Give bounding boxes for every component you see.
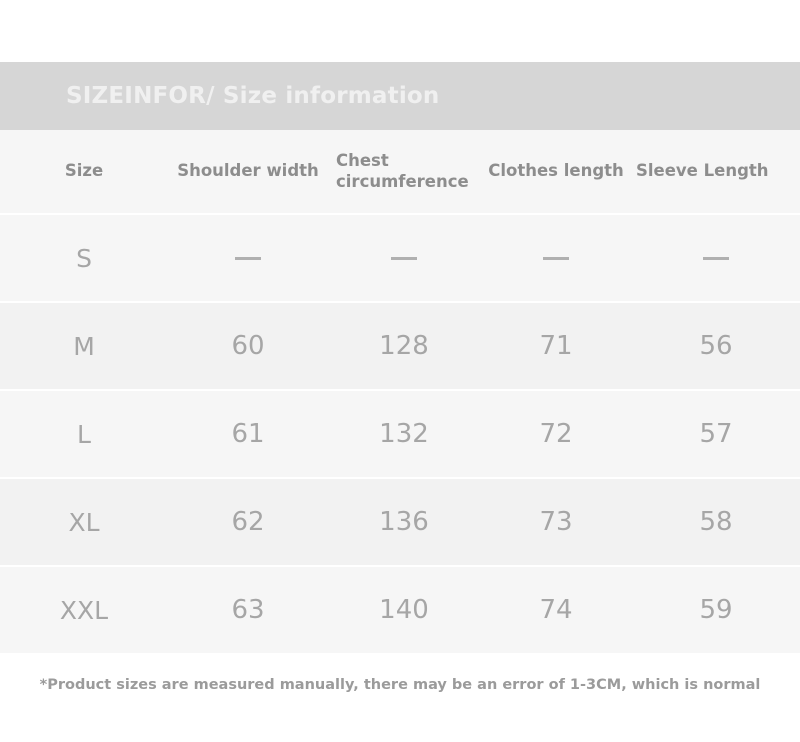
table-row xyxy=(0,303,800,391)
cell-size: XL xyxy=(68,507,100,537)
cell-shoulder-width: 60 xyxy=(231,331,265,361)
cell-sleeve-length: 57 xyxy=(699,419,733,449)
cell-sleeve-length: 58 xyxy=(699,507,733,537)
measurement-footnote xyxy=(0,655,800,742)
cell-shoulder-width: 62 xyxy=(231,507,265,537)
cell-sleeve-length: 56 xyxy=(699,331,733,361)
cell-clothes-length: 73 xyxy=(539,507,573,537)
cell-size: M xyxy=(73,331,95,361)
cell-chest-circumference xyxy=(328,257,480,260)
page-title: SIZEINFOR/ Size information xyxy=(66,83,440,109)
column-header-chest-circumference: Chest circumference xyxy=(336,150,469,191)
empty-value-dash xyxy=(703,257,729,260)
cell-chest-circumference: 128 xyxy=(379,331,429,361)
column-header-shoulder-width: Shoulder width xyxy=(177,161,319,181)
cell-shoulder-width xyxy=(168,257,328,260)
table-row xyxy=(0,567,800,655)
cell-chest-circumference: 136 xyxy=(379,507,429,537)
cell-size: S xyxy=(76,243,92,273)
cell-clothes-length: 71 xyxy=(539,331,573,361)
empty-value-dash xyxy=(543,257,569,260)
cell-clothes-length: 74 xyxy=(539,595,573,625)
cell-clothes-length: 72 xyxy=(539,419,573,449)
cell-clothes-length xyxy=(480,257,632,260)
empty-value-dash xyxy=(391,257,417,260)
size-table xyxy=(0,130,800,655)
table-header-row xyxy=(0,130,800,215)
table-row xyxy=(0,215,800,303)
column-header-sleeve-length: Sleeve Length xyxy=(636,161,769,181)
cell-sleeve-length: 59 xyxy=(699,595,733,625)
cell-size: XXL xyxy=(59,595,109,625)
size-information-header xyxy=(0,62,800,130)
cell-chest-circumference: 140 xyxy=(379,595,429,625)
column-header-clothes-length: Clothes length xyxy=(488,161,624,181)
footnote-text: *Product sizes are measured manually, there may be an error of 1-3CM, which is normal xyxy=(39,677,761,693)
table-row xyxy=(0,479,800,567)
cell-shoulder-width: 61 xyxy=(231,419,265,449)
column-header-size: Size xyxy=(64,161,104,181)
table-row xyxy=(0,391,800,479)
cell-chest-circumference: 132 xyxy=(379,419,429,449)
cell-shoulder-width: 63 xyxy=(231,595,265,625)
cell-sleeve-length xyxy=(632,257,800,260)
top-spacer xyxy=(0,0,800,62)
cell-size: L xyxy=(77,419,91,449)
empty-value-dash xyxy=(235,257,261,260)
